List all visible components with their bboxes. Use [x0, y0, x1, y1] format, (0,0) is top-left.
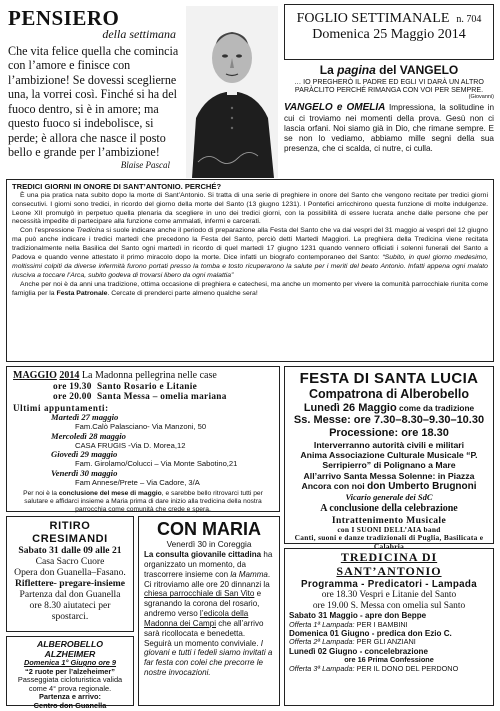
festa-ospite: Ancora con noi don Umberto Brugnoni — [301, 481, 477, 493]
festa-messe: Ss. Messe: ore 7.30–8.30–9.30–10.30 — [293, 414, 485, 427]
festa-place: Compatrona di Alberobello — [309, 387, 469, 402]
maggio-row-rosario: ore 19.30 Santo Rosario e Litanie — [53, 381, 198, 392]
tredicina-offer: Offerta 3ª Lampada: PER IL DONO DEL PERDONO — [289, 663, 459, 673]
pensiero-title: PENSIERO — [8, 6, 120, 30]
tredicina-offer: Offerta 1ª Lampada: PER I BAMBINI — [289, 619, 408, 629]
maggio-ultimi-label: Ultimi appuntamenti: — [13, 402, 109, 413]
vangelo-heading: La pagina del VANGELO — [319, 63, 459, 77]
festa-santa-lucia-section — [284, 366, 494, 551]
vangelo-attribution: (Giovanni) — [468, 94, 494, 101]
foglio-number: n. 704 — [456, 14, 482, 25]
appointment-place: CASA FRUGIS -Via D. Morea,12 — [75, 440, 186, 450]
appointment-day: Martedì 27 maggio — [51, 412, 119, 423]
festa-canti: Canti, suoni e danze tradizionali di Puglia, Basilicata e Calabria — [294, 533, 484, 551]
appointment-day: Giovedì 29 maggio — [51, 449, 118, 460]
pensiero-author: Blaise Pascal — [120, 159, 170, 170]
ritiro-cresimandi-section — [6, 516, 134, 632]
tredicina-messa: ore 19.00 S. Messa con omelia sul Santo — [312, 600, 466, 611]
tredicina-title-1: TREDICINA DI — [340, 550, 438, 564]
ritiro-date: Sabato 31 dalle 09 alle 21 — [18, 545, 122, 557]
ritiro-motto: Riflettere- pregare-insieme — [14, 578, 125, 590]
maggio-section — [6, 366, 280, 512]
appointment-place: Fam. Girolamo/Colucci – Via Monte Sabotino,21 — [75, 459, 238, 469]
alzheimer-section — [6, 636, 134, 710]
festa-associazione: Anima Associazione Culturale Musicale “P. Serripierro” di Polignano a Mare — [300, 449, 478, 471]
tredicina-day: Sabato 31 Maggio - apre don Beppe — [289, 611, 427, 621]
festa-conclusione: A conclusione della celebrazione — [320, 503, 458, 515]
tredici-paragraph-3: Anche per noi è da anni una tradizione, ottima occasione di preghiera e catechesi, ma anche un momento per vivere la comunità parrocchiale riunita come famiglia per la Festa Patronale. Cercate di prenderci parte almeno qualche sera! — [12, 280, 488, 297]
vangelo-omelia: VANGELO e OMELIA Impressiona, la solitudine in cui ci troviamo nei momenti della prova. Gesù non ci lascia orfani. Noi siamo già in Dio, che rimane sempre. E se non lo vediamo, abbiamo mille segni della sua presenza, che ci scalda, ci nutre, ci culla. — [284, 102, 494, 153]
ritiro-title: RITIRO CRESIMANDI — [32, 520, 108, 545]
ritiro-place: Casa Sacro Cuore — [35, 556, 105, 568]
tredicina-section — [284, 548, 494, 706]
tredicina-title-2: SANT’ANTONIO — [336, 563, 442, 578]
pensiero-section — [8, 6, 184, 178]
con-maria-section — [138, 516, 280, 706]
alzheimer-desc: Passeggiata cicloturistica valida come 4° prova regionale. — [17, 675, 123, 693]
alzheimer-title-1: ALBEROBELLO — [36, 639, 104, 649]
festa-title: FESTA DI SANTA LUCIA — [299, 370, 479, 387]
pensiero-text: Che vita felice quella che comincia con l’amore e finisce con l’ambizione! Se dovessi sceglierne una, la vorrei così. Finché si ha del fuoco dentro, si è in amore; ma questo fuoco si indebolisce, si perde; è allora che nasce il posto bello e grande per l’ambizione! — [8, 43, 179, 160]
appointment-place: Fam.Calò Palasciano- Via Manzoni, 50 — [75, 422, 207, 432]
foglio-title: FOGLIO SETTIMANALE — [296, 11, 450, 26]
festa-band: con I SUONI DELL’AIA band — [337, 524, 441, 534]
foglio-date: Domenica 25 Maggio 2014 — [312, 27, 466, 43]
con-maria-title: CON MARIA — [157, 519, 261, 539]
ritiro-orario: ore 8.30 aiutateci per spostarci. — [29, 600, 111, 623]
priest-portrait-image — [186, 6, 278, 178]
maggio-footnote: Per noi è la conclusione del mese di maggio, e sarebbe bello ritrovarci tutti per salutare e affidarci insieme a Maria prima di dare inizio alla tredicina della nostra parrocchia come comunità che crede e spera. — [23, 489, 263, 513]
vangelo-quote: … IO PREGHERÒ IL PADRE ED EGLI VI DARÀ UN ALTRO PARÀCLITO PERCHÉ RIMANGA CON VOI PER SEMPRE. — [294, 77, 484, 94]
festa-processione: Processione: ore 18.30 — [329, 426, 449, 439]
tredici-heading: TREDICI GIORNI IN ONORE DI SANT’ANTONIO. PERCHÉ? — [12, 182, 222, 191]
tredicina-extra: ore 16 Prima Confessione — [344, 655, 434, 665]
tredici-paragraph-1: È una pia pratica nata subito dopo la morte di Sant’Antonio. Si tratta di una serie di preghiere in onore del Santo che vengono recitate per tredici giorni consecutivi. I giorni sono tredici, in ricordo del giorno della morte del Santo (13 giugno 1231). I Pontefici arricchirono questa funzione di molte indulgenze. Leone XII promulgò in perpetuo quella plenaria da scegliere in uno dei tredici giorni, con la possibilità di essere lucrata anche dalle persone che per necessità impedite di partecipare alla funzione come ammalati, infermi e carcerati. — [12, 191, 488, 226]
festa-vicario: Vicario generale dei SdC — [345, 492, 433, 503]
con-maria-subtitle: Venerdì 30 in Coreggia — [166, 538, 252, 549]
festa-intrattenimento: Intrattenimento Musicale — [331, 514, 447, 526]
con-maria-text: La consulta giovanile cittadina ha organizzato un momento, da trascorrere insieme con la Mamma. Ci ritroviamo alle ore 20 dinnanzi la chiesa parrocchiale di San Vito e sgranando la corona del rosario, andremo verso l’edicola della Madonna dei Campi che all’arrivo sarà ricollocata e benedetta. Seguirà un momento conviviale. I giovani e tutti i fedeli siamo invitati a far festa con colei che precorre le nostre invocazioni. — [144, 550, 273, 677]
alzheimer-slogan: “2 ruote per l’alzeheimer” — [25, 666, 115, 676]
maggio-heading: MAGGIO 2014 La Madonna pellegrina nelle case — [13, 370, 217, 381]
tredici-paragraph-2: Con l’espressione Tredicina si suole indicare anche il periodo di preparazione alla Festa del Santo che va dai vespri del 31 maggio ai vespri del 12 giugno ma può anche indicare i tredici martedì che precedono la Festa del Santo, perciò detti Martedì Maggiori. La preghiera della Tredicina viene recitata tradizionalmente nella Basilica del Santo ogni martedì in ricordo di quel martedì 17 giugno 1231 quando vennero officiati i solenni funerali del Santo a Padova e quando venne attestato il primo miracolo dopo la morte. Dice infatti un biografo contemporaneo del Santo: “Subito, in quel giorno medesimo, moltissimi colpiti da diverse infermità furono portati presso la tomba e tosto ricuperarono la salute per i meriti del beato Antonio. Infatti appena ogni malato riusciva a toccare l’Arca, subito godeva di trovarsi libero da ogni malattia” — [12, 227, 489, 279]
maggio-row-messa: ore 20.00 Santa Messa – omelia mariana — [53, 392, 227, 403]
festa-messa-solenne: All’arrivo Santa Messa Solenne: in Piazza — [303, 470, 475, 481]
alzheimer-luogo: Centro don Guanella — [33, 700, 107, 710]
foglio-header — [284, 4, 494, 60]
vangelo-section — [284, 64, 494, 178]
ritiro-partenza: Partenza dal don Guanella — [19, 589, 121, 601]
appointment-place: Fam Annese/Prete – Via Cadore, 3/A — [75, 477, 200, 487]
appointment-day: Mercoledì 28 maggio — [51, 430, 126, 441]
festa-date: Lunedì 26 Maggio come da tradizione — [303, 401, 475, 414]
alzheimer-date: Domenica 1° Giugno ore 9 — [23, 658, 117, 667]
tredicina-subtitle: Programma - Predicatori - Lampada — [301, 578, 477, 590]
alzheimer-partenza: Partenza e arrivo: — [38, 692, 102, 702]
alzheimer-title-2: ALZHEIMER — [44, 649, 96, 659]
tredicina-vespri: ore 18.30 Vespri e Litanie del Santo — [321, 589, 457, 600]
festa-autorita: Interverranno autorità civili e militari — [313, 439, 465, 450]
pensiero-subtitle: della settimana — [102, 27, 176, 42]
ritiro-opera: Opera don Guanella–Fasano. — [14, 567, 126, 579]
appointment-day: Venerdì 30 maggio — [51, 468, 118, 478]
tredicina-offer: Offerta 2ª Lampada: PER GLI ANZIANI — [289, 637, 416, 647]
tredicina-day: Domenica 01 Giugno - predica don Ezio C. — [289, 629, 452, 639]
tredici-giorni-section — [6, 179, 494, 362]
portrait-photo — [186, 6, 278, 178]
tredicina-day: Lunedì 02 Giugno - concelebrazione — [289, 646, 428, 656]
